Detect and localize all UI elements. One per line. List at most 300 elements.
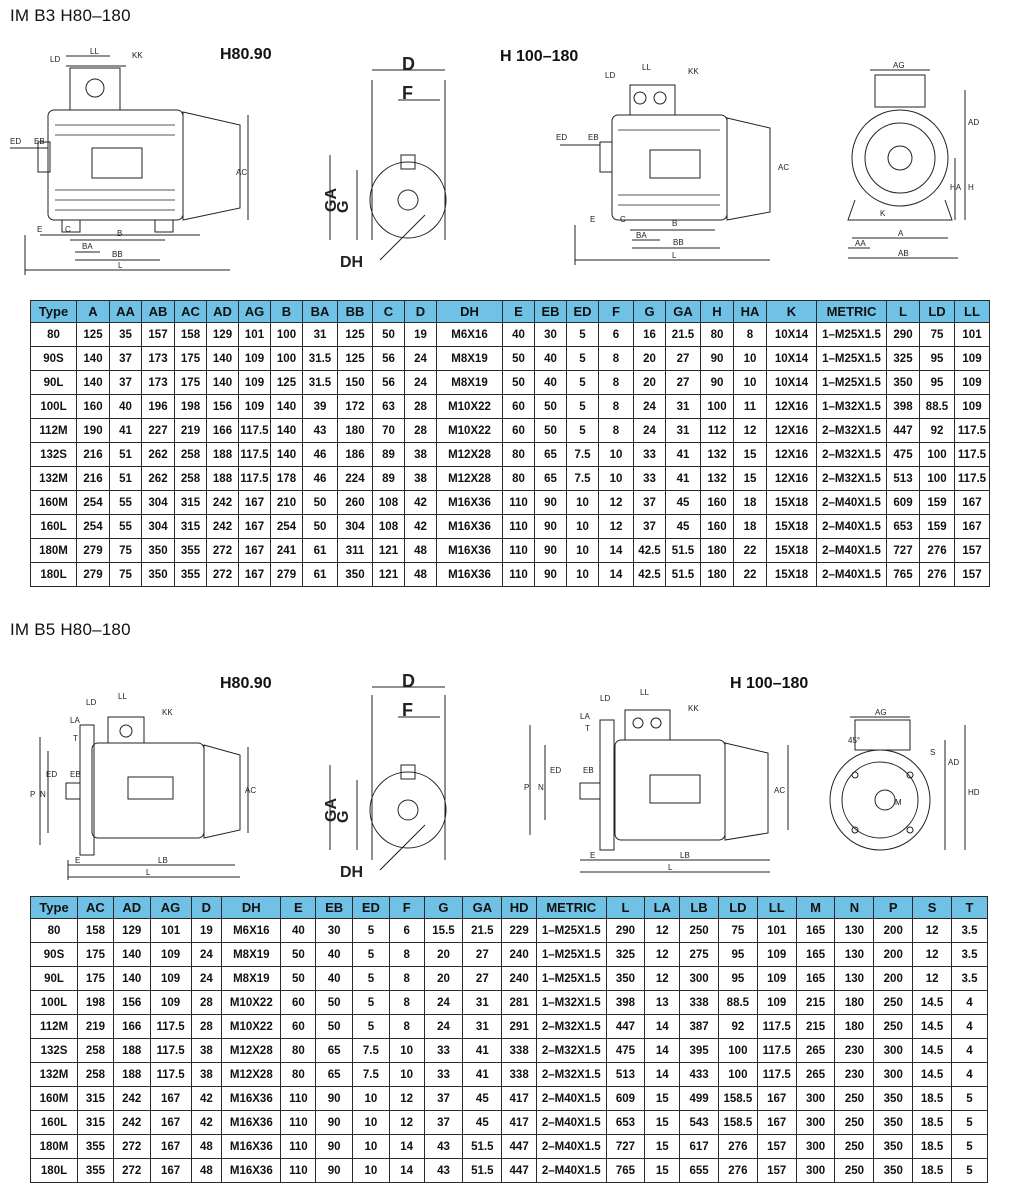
- b3-label-h100-180: H 100–180: [500, 48, 579, 65]
- table-cell: 350: [887, 371, 920, 395]
- dim-DH: DH: [340, 864, 364, 881]
- table-cell: 8: [389, 967, 424, 991]
- table-cell: 65: [316, 1063, 353, 1087]
- table-cell: 1–M25X1.5: [817, 323, 887, 347]
- table-row: [31, 419, 990, 443]
- table-cell: 130: [835, 967, 874, 991]
- table-cell: 8: [599, 347, 634, 371]
- table-cell: M8X19: [437, 347, 503, 371]
- table-cell: 447: [606, 1015, 645, 1039]
- table-cell: 140: [113, 967, 150, 991]
- dim-KK: KK: [162, 708, 173, 717]
- table-cell: 110: [281, 1135, 316, 1159]
- table-cell: 8: [389, 991, 424, 1015]
- table-cell: 1–M25X1.5: [537, 943, 607, 967]
- table-cell: 216: [77, 443, 110, 467]
- table-cell: 20: [424, 943, 463, 967]
- table-cell: 475: [606, 1039, 645, 1063]
- table-cell: 338: [502, 1063, 537, 1087]
- table-cell: 10: [353, 1159, 390, 1183]
- table-cell: 355: [175, 563, 207, 587]
- table-cell: 350: [142, 563, 175, 587]
- table-cell: 727: [887, 539, 920, 563]
- table-cell: 75: [920, 323, 955, 347]
- dim-N: N: [40, 790, 46, 799]
- table-cell: 260: [338, 491, 373, 515]
- table-cell: 95: [920, 371, 955, 395]
- table-cell: 38: [405, 467, 437, 491]
- table-cell: 117.5: [757, 1039, 796, 1063]
- table-cell: 132: [701, 467, 734, 491]
- type-cell: 132S: [31, 1039, 78, 1063]
- dim-LL-large: LL: [640, 688, 649, 697]
- table-cell: 30: [535, 323, 567, 347]
- table-row: [31, 347, 990, 371]
- table-cell: 41: [666, 467, 701, 491]
- table-cell: 117.5: [239, 467, 271, 491]
- table-cell: 275: [680, 943, 719, 967]
- table-cell: 242: [113, 1087, 150, 1111]
- table-cell: 130: [835, 919, 874, 943]
- dim-LL: LL: [118, 692, 127, 701]
- table-cell: 158.5: [718, 1111, 757, 1135]
- type-cell: 132S: [31, 443, 77, 467]
- table-cell: 18.5: [913, 1159, 952, 1183]
- table-cell: 279: [271, 563, 303, 587]
- table-cell: 14.5: [913, 1039, 952, 1063]
- table-cell: 16: [634, 323, 666, 347]
- table-cell: M16X36: [437, 491, 503, 515]
- table-cell: 7.5: [567, 467, 599, 491]
- table-cell: 765: [606, 1159, 645, 1183]
- table-cell: 200: [874, 943, 913, 967]
- column-header: ED: [567, 301, 599, 323]
- table-cell: 55: [110, 491, 142, 515]
- table-cell: 140: [207, 347, 239, 371]
- table-cell: 315: [78, 1111, 114, 1135]
- table-cell: 40: [316, 943, 353, 967]
- table-cell: 15: [734, 467, 767, 491]
- table-cell: 167: [757, 1111, 796, 1135]
- dim-AB: AB: [898, 249, 909, 258]
- table-cell: 109: [955, 395, 990, 419]
- table-cell: 6: [599, 323, 634, 347]
- table-cell: 350: [338, 563, 373, 587]
- b3-header-row: [31, 301, 990, 323]
- table-cell: 100: [718, 1039, 757, 1063]
- dim-D: D: [402, 671, 415, 691]
- table-cell: M10X22: [222, 991, 281, 1015]
- column-header: AC: [175, 301, 207, 323]
- table-cell: 272: [113, 1135, 150, 1159]
- table-cell: 129: [207, 323, 239, 347]
- table-cell: 167: [150, 1111, 191, 1135]
- table-cell: 1–M25X1.5: [537, 919, 607, 943]
- table-cell: 338: [680, 991, 719, 1015]
- b3-label-h80-90: H80.90: [220, 46, 272, 63]
- table-cell: 28: [191, 991, 222, 1015]
- table-row: [31, 395, 990, 419]
- table-cell: 250: [835, 1135, 874, 1159]
- table-cell: 190: [77, 419, 110, 443]
- table-cell: 80: [503, 443, 535, 467]
- table-cell: 41: [666, 443, 701, 467]
- table-cell: 42: [405, 491, 437, 515]
- table-cell: 10: [389, 1063, 424, 1087]
- table-cell: 28: [191, 1015, 222, 1039]
- table-cell: 175: [175, 347, 207, 371]
- table-cell: 40: [110, 395, 142, 419]
- table-cell: 100: [920, 467, 955, 491]
- table-cell: 281: [502, 991, 537, 1015]
- column-header: E: [281, 897, 316, 919]
- table-cell: 13: [645, 991, 680, 1015]
- table-cell: 175: [78, 943, 114, 967]
- type-cell: 80: [31, 919, 78, 943]
- table-cell: 65: [535, 467, 567, 491]
- table-cell: 2–M40X1.5: [817, 563, 887, 587]
- column-header: F: [389, 897, 424, 919]
- column-header: LD: [718, 897, 757, 919]
- dim-ED-large: ED: [550, 766, 562, 775]
- table-cell: 37: [634, 491, 666, 515]
- table-cell: 41: [463, 1039, 502, 1063]
- table-cell: 417: [502, 1111, 537, 1135]
- table-cell: 50: [373, 323, 405, 347]
- table-cell: 50: [316, 991, 353, 1015]
- table-cell: 355: [175, 539, 207, 563]
- dim-KK-large: KK: [688, 704, 699, 713]
- table-cell: 4: [952, 1015, 988, 1039]
- table-cell: 18.5: [913, 1135, 952, 1159]
- table-cell: 5: [567, 323, 599, 347]
- table-cell: 258: [175, 443, 207, 467]
- column-header: D: [191, 897, 222, 919]
- table-cell: 513: [887, 467, 920, 491]
- table-cell: 12: [734, 419, 767, 443]
- table-cell: 12: [389, 1111, 424, 1135]
- table-cell: 14: [389, 1135, 424, 1159]
- table-cell: 219: [175, 419, 207, 443]
- table-cell: 157: [955, 563, 990, 587]
- table-cell: 110: [503, 491, 535, 515]
- table-cell: 27: [666, 347, 701, 371]
- dim-AA: AA: [855, 239, 866, 248]
- table-cell: 433: [680, 1063, 719, 1087]
- column-header: AG: [239, 301, 271, 323]
- section-title-b5: IM B5 H80–180: [10, 620, 131, 639]
- table-cell: 33: [424, 1039, 463, 1063]
- table-cell: 276: [920, 539, 955, 563]
- table-cell: 117.5: [955, 467, 990, 491]
- table-cell: 60: [503, 419, 535, 443]
- table-cell: 40: [503, 323, 535, 347]
- table-cell: 90: [535, 515, 567, 539]
- table-cell: 172: [338, 395, 373, 419]
- table-cell: 28: [405, 419, 437, 443]
- table-cell: 276: [920, 563, 955, 587]
- column-header: AA: [110, 301, 142, 323]
- column-header: LB: [680, 897, 719, 919]
- table-cell: 95: [718, 943, 757, 967]
- table-cell: 51: [110, 467, 142, 491]
- table-cell: M8X19: [437, 371, 503, 395]
- b5-label-h100-180: H 100–180: [730, 675, 809, 692]
- table-cell: 45: [666, 491, 701, 515]
- table-cell: 765: [887, 563, 920, 587]
- column-header: T: [952, 897, 988, 919]
- b5-drawings: [0, 665, 1012, 893]
- b5-header-row: [31, 897, 988, 919]
- table-cell: 90: [316, 1087, 353, 1111]
- table-cell: M12X28: [222, 1063, 281, 1087]
- dim-L-large: L: [668, 863, 673, 872]
- table-cell: 33: [424, 1063, 463, 1087]
- column-header: AD: [113, 897, 150, 919]
- dim-EB-large: EB: [588, 133, 599, 142]
- table-cell: 21.5: [666, 323, 701, 347]
- table-cell: 166: [113, 1015, 150, 1039]
- table-row: [31, 515, 990, 539]
- dim-LD-large: LD: [605, 71, 616, 80]
- table-cell: 304: [142, 491, 175, 515]
- table-cell: 8: [389, 943, 424, 967]
- table-cell: 41: [463, 1063, 502, 1087]
- table-cell: 160: [77, 395, 110, 419]
- table-cell: 60: [281, 991, 316, 1015]
- table-cell: 110: [503, 539, 535, 563]
- table-cell: 37: [110, 371, 142, 395]
- table-cell: 19: [191, 919, 222, 943]
- column-header: A: [77, 301, 110, 323]
- table-cell: 499: [680, 1087, 719, 1111]
- table-cell: 325: [887, 347, 920, 371]
- table-cell: 42: [191, 1111, 222, 1135]
- table-cell: 70: [373, 419, 405, 443]
- table-cell: 241: [271, 539, 303, 563]
- column-header: GA: [666, 301, 701, 323]
- table-cell: 55: [110, 515, 142, 539]
- table-row: [31, 491, 990, 515]
- dim-G: G: [335, 810, 352, 823]
- table-cell: 290: [606, 919, 645, 943]
- dim-B: B: [117, 229, 123, 238]
- dim-LB: LB: [158, 856, 168, 865]
- table-cell: 101: [757, 919, 796, 943]
- b3-dimension-table: [30, 300, 990, 587]
- dim-HA: HA: [950, 183, 962, 192]
- b5-shaft-end-view-small: [330, 687, 446, 870]
- dim-A: A: [898, 229, 904, 238]
- table-cell: 5: [567, 419, 599, 443]
- table-cell: 20: [634, 347, 666, 371]
- table-cell: 140: [207, 371, 239, 395]
- table-cell: 180: [835, 1015, 874, 1039]
- table-cell: 90: [701, 347, 734, 371]
- table-cell: 89: [373, 443, 405, 467]
- table-cell: 101: [239, 323, 271, 347]
- column-header: K: [767, 301, 817, 323]
- table-cell: 215: [796, 991, 835, 1015]
- table-cell: 2–M40X1.5: [537, 1159, 607, 1183]
- table-cell: 45: [666, 515, 701, 539]
- table-cell: 15: [645, 1087, 680, 1111]
- table-cell: 132: [701, 443, 734, 467]
- table-cell: 140: [77, 347, 110, 371]
- table-cell: 108: [373, 515, 405, 539]
- column-header: B: [271, 301, 303, 323]
- table-cell: 265: [796, 1039, 835, 1063]
- table-cell: 89: [373, 467, 405, 491]
- table-cell: 20: [424, 967, 463, 991]
- table-cell: 31: [463, 1015, 502, 1039]
- table-cell: 254: [77, 491, 110, 515]
- dim-N-large: N: [538, 783, 544, 792]
- table-cell: 37: [424, 1087, 463, 1111]
- column-header: AD: [207, 301, 239, 323]
- table-cell: 304: [142, 515, 175, 539]
- table-cell: 219: [78, 1015, 114, 1039]
- table-cell: 88.5: [920, 395, 955, 419]
- table-cell: 398: [606, 991, 645, 1015]
- type-cell: 100L: [31, 395, 77, 419]
- table-cell: 240: [502, 943, 537, 967]
- table-cell: 100: [701, 395, 734, 419]
- column-header: G: [634, 301, 666, 323]
- type-cell: 160L: [31, 515, 77, 539]
- table-cell: 27: [463, 943, 502, 967]
- table-cell: 12: [913, 967, 952, 991]
- table-cell: 250: [835, 1159, 874, 1183]
- table-cell: 109: [757, 991, 796, 1015]
- table-cell: 75: [110, 539, 142, 563]
- table-cell: M10X22: [222, 1015, 281, 1039]
- table-cell: 101: [150, 919, 191, 943]
- table-cell: 14: [599, 539, 634, 563]
- table-cell: 262: [142, 467, 175, 491]
- table-cell: 10: [734, 371, 767, 395]
- table-cell: 325: [606, 943, 645, 967]
- table-cell: 109: [150, 991, 191, 1015]
- table-cell: 37: [110, 347, 142, 371]
- table-cell: 75: [718, 919, 757, 943]
- table-cell: 167: [239, 515, 271, 539]
- table-cell: 175: [175, 371, 207, 395]
- table-cell: 100: [718, 1063, 757, 1087]
- dim-LL: LL: [90, 47, 99, 56]
- table-cell: 8: [599, 419, 634, 443]
- table-cell: 2–M32X1.5: [537, 1015, 607, 1039]
- table-cell: 75: [110, 563, 142, 587]
- table-cell: 8: [599, 395, 634, 419]
- table-row: [31, 443, 990, 467]
- table-cell: 12: [645, 967, 680, 991]
- table-cell: 14.5: [913, 1015, 952, 1039]
- table-cell: 4: [952, 1063, 988, 1087]
- table-cell: 8: [389, 1015, 424, 1039]
- column-header: LL: [955, 301, 990, 323]
- table-cell: 10: [353, 1111, 390, 1135]
- table-cell: 198: [78, 991, 114, 1015]
- table-cell: 112: [701, 419, 734, 443]
- dim-H: H: [968, 183, 974, 192]
- b3-motor-end-view-large: [848, 70, 965, 258]
- table-cell: 311: [338, 539, 373, 563]
- table-cell: 125: [338, 323, 373, 347]
- table-cell: 46: [303, 443, 338, 467]
- table-cell: 167: [239, 539, 271, 563]
- b5-dimension-labels: [30, 671, 980, 881]
- table-cell: 10: [734, 347, 767, 371]
- table-cell: 100: [271, 347, 303, 371]
- table-cell: 304: [338, 515, 373, 539]
- table-row: [31, 1063, 988, 1087]
- dim-LD: LD: [86, 698, 97, 707]
- dim-AD: AD: [948, 758, 960, 767]
- table-cell: 50: [316, 1015, 353, 1039]
- table-cell: 61: [303, 563, 338, 587]
- table-cell: 250: [680, 919, 719, 943]
- table-cell: 2–M40X1.5: [817, 515, 887, 539]
- table-cell: 315: [78, 1087, 114, 1111]
- table-cell: 22: [734, 563, 767, 587]
- type-cell: 132M: [31, 1063, 78, 1087]
- dim-AC: AC: [245, 786, 257, 795]
- table-cell: 159: [920, 491, 955, 515]
- b3-dimension-labels: [10, 47, 979, 271]
- b3-dimension-drawings: [0, 30, 1012, 290]
- table-cell: 19: [405, 323, 437, 347]
- b5-table-body: [31, 919, 988, 1183]
- type-cell: 90S: [31, 347, 77, 371]
- table-cell: 447: [887, 419, 920, 443]
- table-cell: 165: [796, 967, 835, 991]
- table-cell: 240: [502, 967, 537, 991]
- table-cell: 1–M25X1.5: [817, 347, 887, 371]
- table-cell: 110: [281, 1087, 316, 1111]
- type-cell: 112M: [31, 1015, 78, 1039]
- table-cell: 10: [567, 563, 599, 587]
- table-cell: 609: [887, 491, 920, 515]
- table-cell: 125: [338, 347, 373, 371]
- type-cell: 80: [31, 323, 77, 347]
- table-cell: 140: [271, 443, 303, 467]
- table-cell: 157: [757, 1159, 796, 1183]
- table-cell: 65: [535, 443, 567, 467]
- column-header: BA: [303, 301, 338, 323]
- table-cell: 117.5: [757, 1015, 796, 1039]
- table-row: [31, 371, 990, 395]
- b5-motor-side-view-small: [40, 717, 248, 880]
- table-cell: 196: [142, 395, 175, 419]
- column-header: N: [835, 897, 874, 919]
- table-cell: 272: [113, 1159, 150, 1183]
- dim-LA-large: LA: [580, 712, 590, 721]
- table-cell: 129: [113, 919, 150, 943]
- table-cell: 50: [303, 491, 338, 515]
- table-cell: 31: [666, 395, 701, 419]
- table-row: [31, 323, 990, 347]
- table-cell: 117.5: [150, 1039, 191, 1063]
- table-cell: 250: [874, 1015, 913, 1039]
- table-cell: 12: [645, 943, 680, 967]
- table-cell: 4: [952, 1039, 988, 1063]
- table-cell: 543: [680, 1111, 719, 1135]
- table-cell: 42: [191, 1087, 222, 1111]
- dim-P: P: [30, 790, 36, 799]
- dim-AG: AG: [875, 708, 887, 717]
- type-cell: 160M: [31, 491, 77, 515]
